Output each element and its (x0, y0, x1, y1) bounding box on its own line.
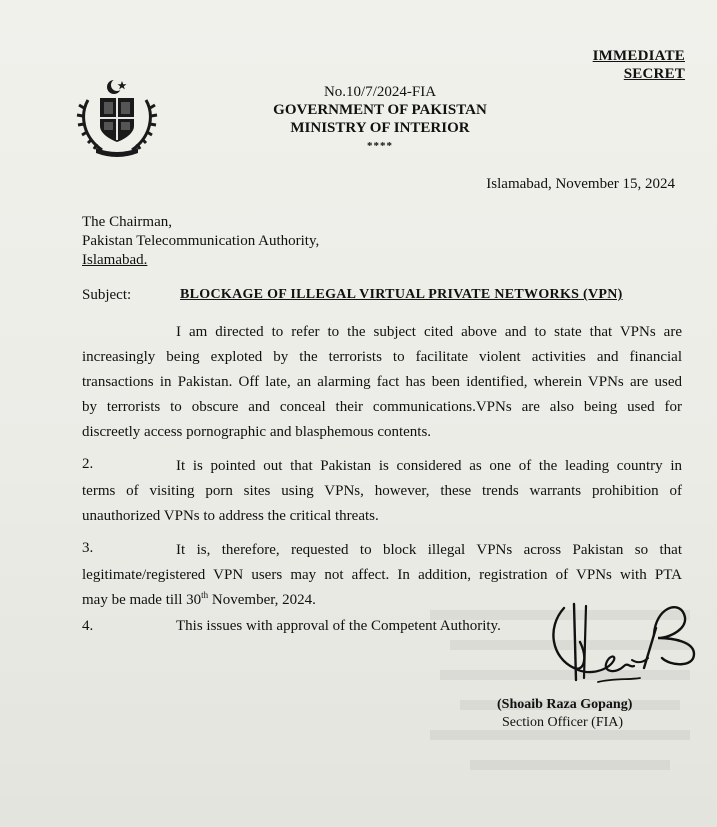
subject-label: Subject: (82, 287, 132, 303)
header-stars: **** (367, 140, 393, 152)
paragraph-4-number: 4. (82, 618, 94, 634)
ministry-heading: MINISTRY OF INTERIOR (290, 120, 470, 136)
paragraph-3-line-2: legitimate/registered VPN users may not affect. In addition, registration of VPNs with PTA (82, 567, 682, 583)
addressee-organization: Pakistan Telecommunication Authority, (82, 233, 320, 249)
paragraph-1-line-5: discreetly access pornographic and blasphemous contents. (82, 424, 432, 440)
paragraph-3-line-3 (82, 590, 316, 609)
addressee-city: Islamabad. (82, 252, 148, 268)
paragraph-2-line-2: terms of visiting porn sites using VPNs, however, these trends warrants prohibition of (82, 483, 682, 499)
paragraph-3-number: 3. (82, 540, 94, 556)
paragraph-3-line-1: It is, therefore, requested to block illegal VPNs across Pakistan so that (176, 542, 682, 558)
paragraph-1-line-2: increasingly being exploted by the terrorists to facilitate violent activities and financial (82, 349, 682, 365)
handwritten-signature-icon (544, 598, 716, 706)
paragraph-3-line-3-end: November, 2024. (208, 592, 316, 608)
state-emblem-icon (76, 78, 158, 158)
date-line: Islamabad, November 15, 2024 (486, 176, 675, 192)
government-heading: GOVERNMENT OF PAKISTAN (273, 102, 487, 118)
addressee-title: The Chairman, (82, 214, 172, 230)
paragraph-3-line-3-start: may be made till 30 (82, 592, 202, 608)
reference-number: No.10/7/2024-FIA (323, 84, 437, 100)
paragraph-1-line-4: by terrorists to obscure and conceal their communications.VPNs are also being used for (82, 399, 682, 415)
paragraph-2-line-3: unauthorized VPNs to address the critical threats. (82, 508, 379, 524)
paragraph-4-text: This issues with approval of the Competent Authority. (176, 618, 501, 634)
signatory-designation: Section Officer (FIA) (502, 715, 624, 730)
paragraph-1-line-3: transactions in Pakistan. Off late, an alarming fact has been identified, wherein VPNs are used (82, 374, 682, 390)
ordinal-suffix: th (201, 590, 209, 600)
subject-text: BLOCKAGE OF ILLEGAL VIRTUAL PRIVATE NETWORKS (VPN) (180, 287, 623, 302)
paragraph-1-line-1: I am directed to refer to the subject cited above and to state that VPNs are (176, 324, 682, 340)
classification-immediate: IMMEDIATE (592, 48, 685, 64)
paragraph-2-number: 2. (82, 456, 94, 472)
signatory-name: (Shoaib Raza Gopang) (497, 697, 633, 712)
paragraph-2-line-1: It is pointed out that Pakistan is considered as one of the leading country in (176, 458, 682, 474)
classification-secret: SECRET (623, 66, 685, 82)
